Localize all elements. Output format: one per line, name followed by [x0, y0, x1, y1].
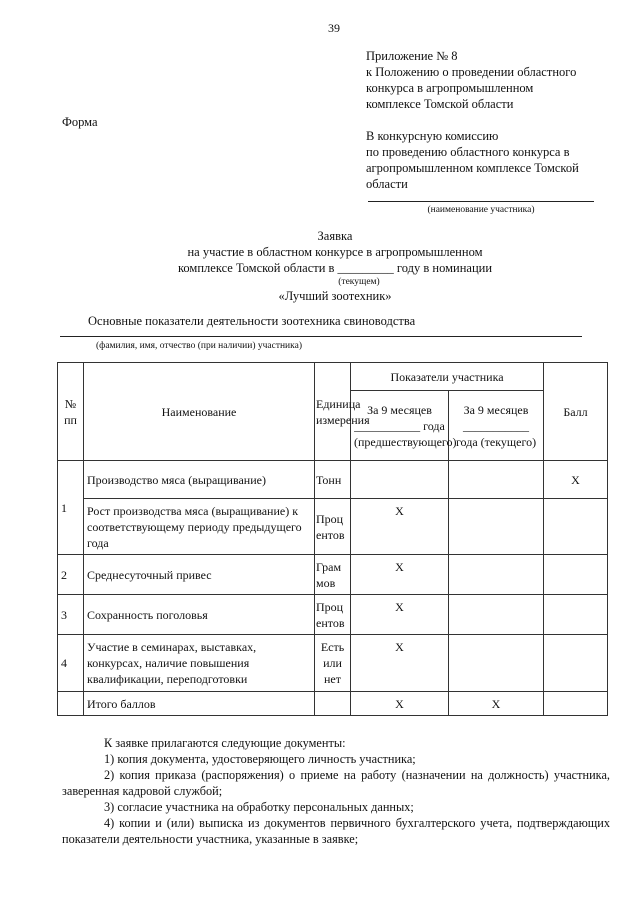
total-row: [58, 692, 608, 716]
current-caption: (текущем): [338, 277, 380, 287]
row-score: [544, 595, 608, 635]
row-unit: Грам мов: [315, 555, 351, 595]
form-label: Форма: [62, 115, 98, 129]
application-line-1: на участие в областном конкурсе в агропромышленном: [187, 245, 483, 259]
application-block: [140, 228, 530, 304]
table-row: [58, 595, 608, 635]
indicators-heading: Основные показатели деятельности зоотехника свиноводства: [88, 314, 416, 328]
table-row: [58, 635, 608, 692]
full-name-line: [60, 336, 582, 337]
indicators-table: [57, 362, 608, 716]
row-name: Среднесуточный привес: [84, 555, 315, 595]
table-row: [58, 499, 608, 555]
appendix-title: Приложение № 8: [366, 49, 458, 63]
document-item: 3) согласие участника на обработку персональных данных;: [104, 800, 414, 814]
row-curr: [449, 635, 544, 692]
row-prev: Х: [351, 635, 449, 692]
documents-intro: К заявке прилагаются следующие документы:: [104, 736, 346, 750]
row-prev: [351, 461, 449, 499]
total-score: [544, 692, 608, 716]
nomination-title: «Лучший зоотехник»: [278, 289, 392, 303]
row-unit: Проц ентов: [315, 595, 351, 635]
document-item: 1) копия документа, удостоверяющего личность участника;: [104, 752, 416, 766]
row-number: 1: [58, 461, 84, 555]
row-prev: Х: [351, 555, 449, 595]
application-line-2: комплексе Томской области в _________ году в номинации: [177, 261, 493, 275]
header-name: Наименование: [84, 363, 315, 461]
row-curr: [449, 555, 544, 595]
row-prev: Х: [351, 595, 449, 635]
table-row: [58, 555, 608, 595]
total-label: Итого баллов: [84, 692, 315, 716]
row-curr: [449, 461, 544, 499]
appendix-line: комплексе Томской области: [366, 97, 514, 111]
row-score: [544, 635, 608, 692]
header-curr-period: За 9 месяцев ___________ года (текущего): [449, 391, 544, 461]
total-number-cell: [58, 692, 84, 716]
row-score: [544, 499, 608, 555]
table-row: [58, 461, 608, 499]
row-curr: [449, 499, 544, 555]
name-caption: (фамилия, имя, отчество (при наличии) участника): [96, 341, 302, 351]
addressee-line: по проведению областного конкурса в: [366, 145, 570, 159]
total-prev: Х: [351, 692, 449, 716]
appendix-line: к Положению о проведении областного: [366, 65, 577, 79]
row-number: 4: [58, 635, 84, 692]
row-number: 3: [58, 595, 84, 635]
document-item: 2) копия приказа (распоряжения) о приеме на работу (назначении на должность) участника, заверенная кадровой службой;: [62, 768, 610, 798]
addressee-line: агропромышленном комплексе Томской: [366, 161, 579, 175]
row-prev: Х: [351, 499, 449, 555]
appendix-line: конкурса в агропромышленном: [366, 81, 534, 95]
row-score: [544, 555, 608, 595]
row-number: 2: [58, 555, 84, 595]
row-name: Производство мяса (выращивание): [84, 461, 315, 499]
row-name: Сохранность поголовья: [84, 595, 315, 635]
header-unit: Единица измерения: [315, 363, 351, 461]
documents-section: [62, 735, 610, 847]
header-prev-period: За 9 месяцев ___________ года (предшествующего): [351, 391, 449, 461]
participant-caption: (наименование участника): [427, 205, 535, 215]
row-score: Х: [544, 461, 608, 499]
page-number: 39: [328, 21, 340, 35]
appendix-block: [366, 48, 576, 112]
addressee-line: В конкурсную комиссию: [366, 129, 499, 143]
document-item: 4) копии и (или) выписка из документов первичного бухгалтерского учета, подтверждающих показатели деятельности участника, указанные в заявке;: [62, 816, 610, 846]
header-indicators: Показатели участника: [351, 363, 544, 391]
row-unit: Есть или нет: [315, 635, 351, 692]
row-unit: Тонн: [315, 461, 351, 499]
row-name: Участие в семинарах, выставках, конкурсах, наличие повышения квалификации, переподготовки: [84, 635, 315, 692]
application-title: Заявка: [317, 229, 353, 243]
row-curr: [449, 595, 544, 635]
row-unit: Проц ентов: [315, 499, 351, 555]
addressee-block: [366, 128, 579, 192]
total-curr: Х: [449, 692, 544, 716]
header-score: Балл: [544, 363, 608, 461]
addressee-line: области: [366, 177, 408, 191]
row-name: Рост производства мяса (выращивание) к соответствующему периоду предыдущего года: [84, 499, 315, 555]
total-unit-cell: [315, 692, 351, 716]
header-number: № пп: [58, 363, 84, 461]
